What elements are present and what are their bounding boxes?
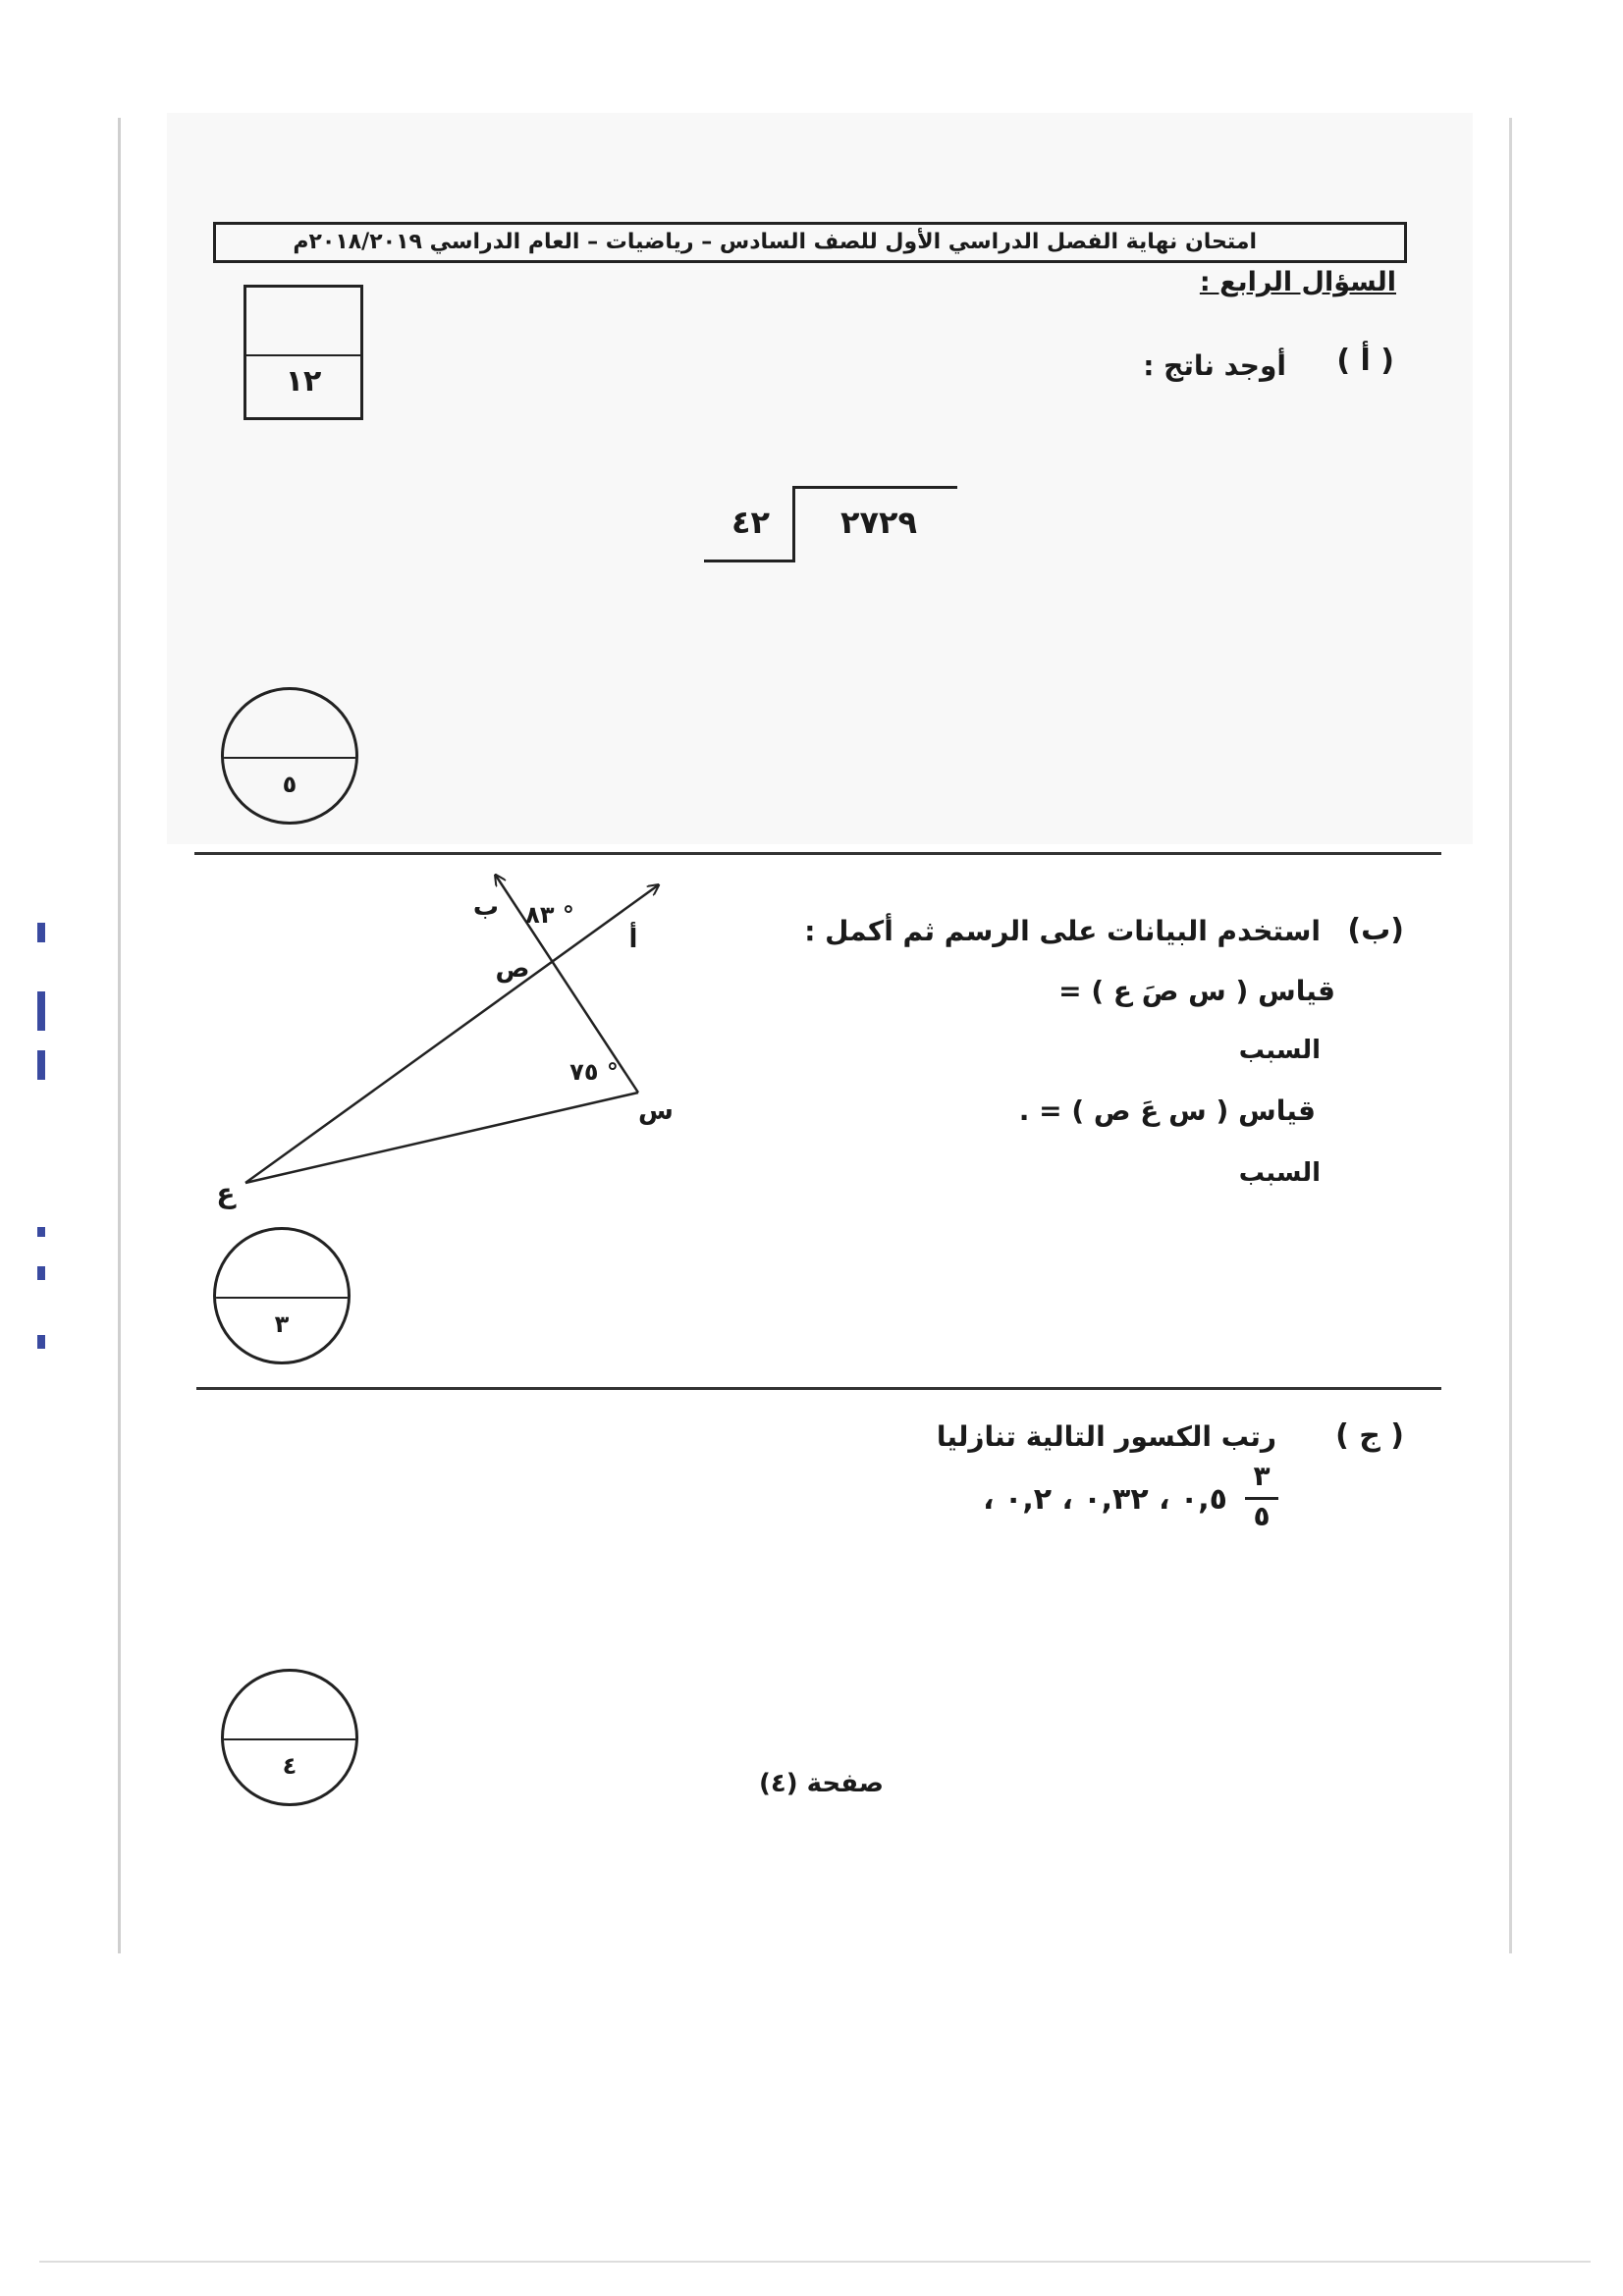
part-a-instruction: أوجد ناتج : [1143, 349, 1286, 382]
side-scan-mark [37, 1050, 45, 1080]
divisor: ٤٢ [730, 504, 771, 541]
score-circle-divider [216, 1297, 348, 1299]
part-c-label: ( ج ) [1335, 1418, 1404, 1453]
page-border-right [1509, 118, 1512, 1953]
reason-1-label: السبب [1238, 1036, 1321, 1065]
score-circle-divider [224, 757, 355, 759]
section-divider-2 [196, 1387, 1441, 1390]
score-box-divider [246, 354, 360, 356]
part-a-score-circle [221, 687, 358, 825]
question-title: السؤال الرابع : [1199, 267, 1396, 297]
label-a: أ [628, 925, 638, 954]
division-bracket-top [792, 486, 957, 489]
triangle-figure [196, 864, 707, 1217]
part-c-score: ٤ [282, 1752, 298, 1780]
part-a-score: ٥ [282, 771, 298, 798]
fraction-numerator: ٣ [1253, 1460, 1271, 1492]
line-x-to-ain [245, 1093, 638, 1183]
exam-header: امتحان نهاية الفصل الدراسي الأول للصف السادس – رياضيات – العام الدراسي ٢٠١٨/٢٠١٩م [213, 222, 1407, 263]
angle-question-2: قياس ( س عَ ص ) = . [1018, 1095, 1316, 1127]
dividend: ٢٧٢٩ [839, 504, 918, 541]
division-bracket-vertical [792, 486, 795, 562]
side-scan-mark [37, 1266, 45, 1280]
label-b: ب [472, 892, 500, 922]
part-c-instruction: رتب الكسور التالية تنازليا [936, 1420, 1276, 1453]
angle-83-label: ٨٣ ° [525, 901, 574, 929]
side-scan-mark [37, 923, 45, 942]
page-number: صفحة (٤) [758, 1769, 884, 1798]
angle-question-1: قياس ( س صَ ع ) = [1058, 975, 1335, 1007]
part-c-score-circle [221, 1669, 358, 1806]
part-b-score: ٣ [274, 1310, 290, 1338]
side-scan-mark [37, 991, 45, 1031]
angle-75-label: ٧٥ ° [569, 1058, 619, 1086]
part-a-label: ( أ ) [1336, 344, 1394, 378]
part-b-label: (ب) [1347, 913, 1404, 947]
part-b-instruction: استخدم البيانات على الرسم ثم أكمل : [804, 915, 1321, 947]
reason-2-label: السبب [1238, 1158, 1321, 1188]
total-score-value: ١٢ [285, 364, 322, 399]
label-s: ص [495, 954, 530, 984]
page-border-left [118, 118, 121, 1953]
label-ain: ع [216, 1177, 236, 1209]
decimal-values: ٠,٥ ، ٠,٣٢ ، ٠,٢ ، [983, 1482, 1227, 1517]
bottom-rule [39, 2261, 1591, 2263]
section-divider-1 [194, 852, 1441, 855]
side-scan-mark [37, 1227, 45, 1237]
line-ain-to-a [245, 885, 658, 1183]
total-score-box [243, 285, 363, 420]
part-b-score-circle [213, 1227, 351, 1364]
fraction-denominator: ٥ [1253, 1500, 1271, 1532]
label-x: س [638, 1096, 674, 1126]
division-bottom-line [704, 560, 795, 562]
side-scan-mark [37, 1335, 45, 1349]
score-circle-divider [224, 1738, 355, 1740]
